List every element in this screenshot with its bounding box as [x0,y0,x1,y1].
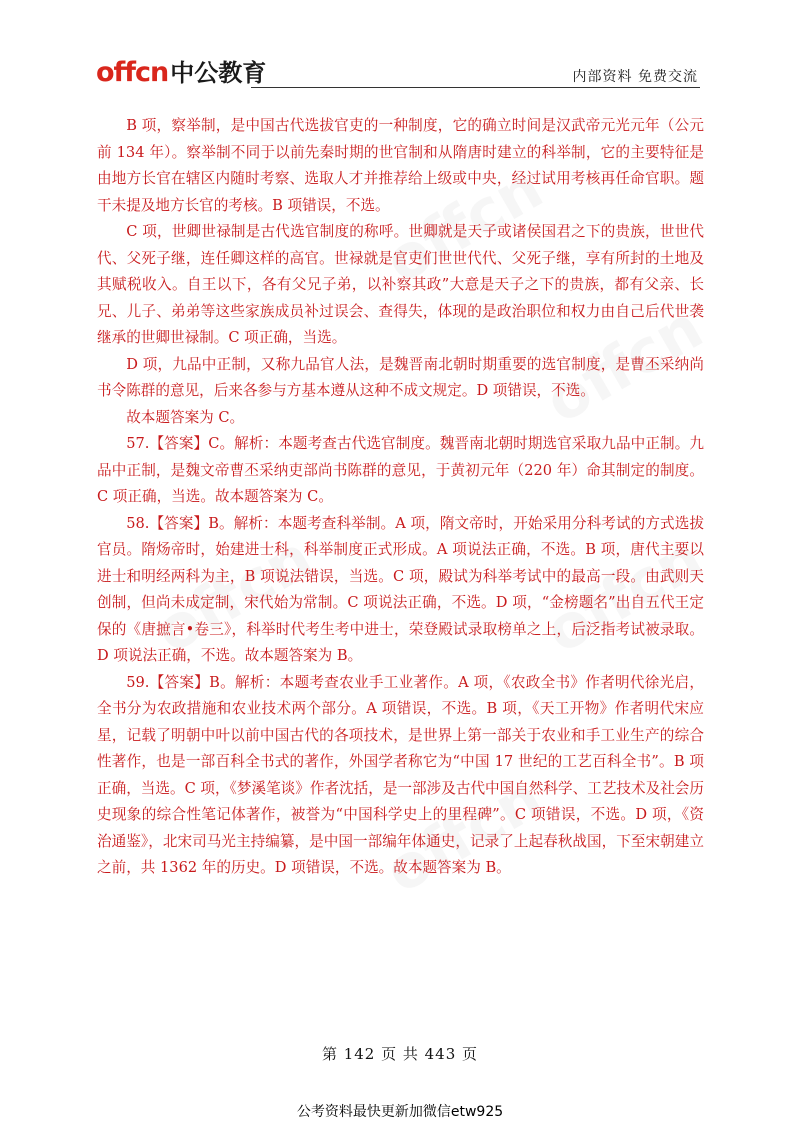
offcn-logo [96,54,266,88]
paragraph-option-b: B 项，察举制，是中国古代选拔官吏的一种制度，它的确立时间是汉武帝元光元年（公元前 134 年）。察举制不同于以前先秦时期的世官制和从隋唐时建立的科举制，它的主要特征是由地方长官在辖区内随时考察、选取人才并推荐给上级或中央，经过试用考核再任命官职。题干未提及地方长官的考核。B 项错误，不选。 [97,117,704,214]
page-header [96,54,700,88]
paragraph-q59: 59.【答案】B。解析：本题考查农业手工业著作。A 项，《农政全书》作者明代徐光启，全书分为农政措施和农业技术两个部分。A 项错误，不选。B 项，《天工开物》作者明代宋应星，记载了明朝中叶以前中国古代的各项技术，是世界上第一部关于农业和手工业生产的综合性著作，也是一部百科全书式的著作，外国学者称它为“中国 17 世纪的工艺百科全书”。B 项正确，当选。C 项，《梦溪笔谈》作者沈括，是一部涉及古代中国自然科学、工艺技术及社会历史现象的综合性笔记体著作，被誉为“中国科学史上的里程碑”。C 项错误，不选。D 项，《资治通鉴》，北宋司马光主持编纂，是中国一部编年体通史，记录了上起春秋战国，下至宋朝建立之前，共 1362 年的历史。D 项错误，不选。故本题答案为 B。 [97,673,704,876]
footer-note: 公考资料最快更新加微信etw925 [296,1104,504,1120]
paragraph-q57: 57.【答案】C。解析：本题考查古代选官制度。魏晋南北朝时期选官采取九品中正制。九品中正制，是魏文帝曹丕采纳吏部尚书陈群的意见，于黄初元年（220 年）命其制定的制度。C 项正确，当选。故本题答案为 C。 [97,435,704,505]
logo-latin: offcn [96,57,169,88]
header-note: 内部资料 免费交流 [572,69,698,85]
paragraph-conclusion: 故本题答案为 C。 [126,408,245,426]
page-number: 第 142 页 共 443 页 [321,1045,479,1063]
paragraph-option-c: C 项，世卿世禄制是古代选官制度的称呼。世卿就是天子或诸侯国君之下的贵族，世世代代、父死子继，连任卿这样的高官。世禄就是官吏们世世代代、父死子继，享有所封的土地及其赋税收入。自王以下，各有父兄子弟，以补察其政”大意是天子之下的贵族，都有父亲、长兄、儿子、弟弟等这些家族成员补过误会、查得失，体现的是政治职位和权力由自己后代世袭继承的世卿世禄制。C 项正确，当选。 [97,223,704,346]
logo-chinese: 中公教育 [170,59,267,87]
paragraph-option-d: D 项，九品中正制，又称九品官人法，是魏晋南北朝时期重要的选官制度，是曹丕采纳尚书令陈群的意见，后来各参与方基本遵从这种不成文规定。D 项错误，不选。 [97,355,704,399]
paragraph-q58: 58.【答案】B。解析：本题考查科举制。A 项，隋文帝时，开始采用分科考试的方式选拔官员。隋炀帝时，始建进士科，科举制度正式形成。A 项说法正确，不选。B 项，唐代主要以进士和明经两科为主，B 项说法错误，当选。C 项，殿试为科举考试中的最高一段。由武则天创制，但尚未成定制，宋代始为常制。C 项说法正确，不选。D 项，“金榜题名”出自五代王定保的《唐摭言•卷三》，科举时代考生考中进士，荣登殿试录取榜单之上，后泛指考试被录取。D 项说法正确，不选。故本题答案为 B。 [97,514,704,664]
document-body [97,113,704,882]
header-rule [251,87,700,88]
